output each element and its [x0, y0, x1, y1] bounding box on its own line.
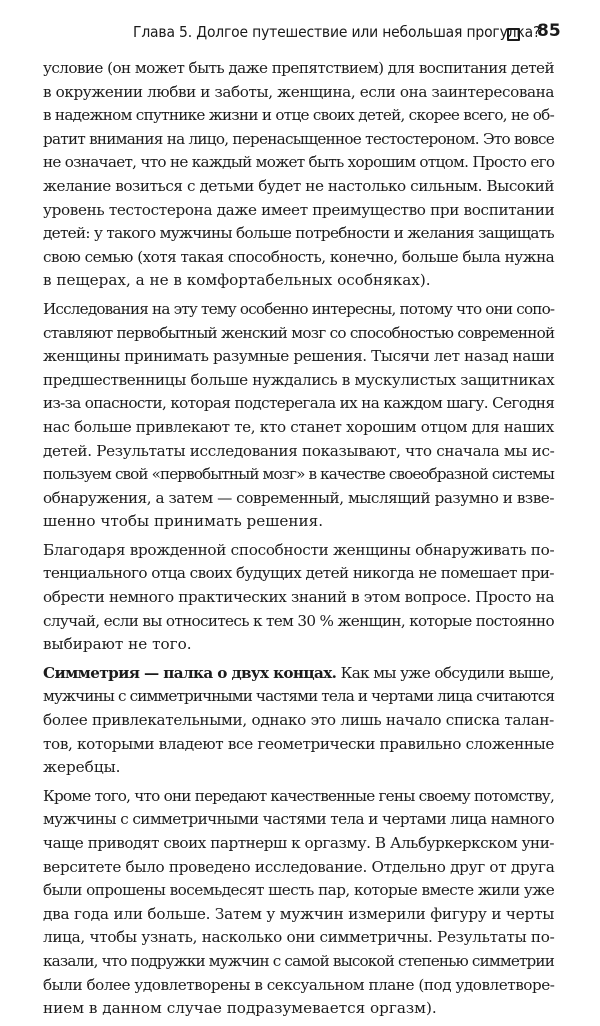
- text-line: женщины принимать разумные решения. Тысячи лет назад наши: [43, 347, 555, 366]
- page-body: [43, 57, 554, 1026]
- text-line: не означает, что не каждый может быть хорошим отцом. Просто его: [43, 153, 555, 172]
- text-line: нас больше привлекают те, кто станет хорошим отцом для наших: [43, 417, 554, 436]
- text-line: в надежном спутнике жизни и отце своих детей, скорее всего, не об-: [43, 106, 554, 125]
- text-line: тенциального отца своих будущих детей никогда не помешает при-: [43, 564, 554, 583]
- text-line: уровень тестостерона даже имеет преимущество при воспитании: [43, 200, 555, 219]
- paragraph-2: [43, 298, 554, 534]
- text-line: казали, что подружки мужчин с самой высокой степенью симметрии: [43, 951, 554, 970]
- chapter-title: Глава 5. Долгое путешествие или небольшая прогулка?: [133, 23, 541, 41]
- text-line: были более удовлетворены в сексуальном плане (под удовлетворе-: [43, 975, 555, 994]
- text-line: Кроме того, что они передают качественные гены своему потомству,: [43, 786, 554, 805]
- text-line: ратит внимания на лицо, перенасыщенное тестостероном. Это вовсе: [43, 129, 554, 148]
- text-line: нием в данном случае подразумевается оргазм).: [43, 999, 437, 1018]
- paragraph-5: [43, 785, 554, 1021]
- text-line: лица, чтобы узнать, насколько они симметричны. Результаты по-: [43, 928, 555, 947]
- text-line: обнаружения, а затем — современный, мыслящий разумно и взве-: [43, 488, 554, 507]
- text-line: свою семью (хотя такая способность, конечно, больше была нужна: [43, 247, 555, 266]
- text-line: детей. Результаты исследования показывают, что сначала мы ис-: [43, 441, 555, 460]
- text-line: детей: у такого мужчины больше потребности и желания защищать: [43, 224, 554, 243]
- text-line: мужчины с симметричными частями тела и чертами лица считаются: [43, 687, 555, 706]
- text-line: тов, которыми владеют все геометрически правильно сложенные: [43, 734, 554, 753]
- text-line: обрести немного практических знаний в этом вопросе. Просто на: [43, 588, 555, 607]
- text-line: случай, если вы относитесь к тем 30 % женщин, которые постоянно: [43, 611, 554, 630]
- text-line: в окружении любви и заботы, женщина, если она заинтересована: [43, 82, 554, 101]
- paragraph-4: [43, 662, 554, 780]
- paragraph-1: [43, 57, 554, 293]
- text-line: из-за опасности, которая подстерегала их на каждом шагу. Сегодня: [43, 394, 555, 413]
- text-line: мужчины с симметричными частями тела и чертами лица намного: [43, 810, 554, 829]
- text-line: верситете было проведено исследование. Отдельно друг от друга: [43, 857, 555, 876]
- text-line: были опрошены восемьдесят шесть пар, которые вместе жили уже: [43, 881, 555, 900]
- text-line: желание возиться с детьми будет не настолько сильным. Высокий: [43, 176, 554, 195]
- text-line: Благодаря врожденной способности женщины обнаруживать по-: [43, 540, 555, 559]
- text-line: два года или больше. Затем у мужчин измерили фигуру и черты: [43, 904, 555, 923]
- text-fragment: Как мы уже обсудили выше,: [336, 663, 555, 682]
- text-line: жеребцы.: [43, 758, 121, 777]
- text-line: пользуем свой «первобытный мозг» в качестве своеобразной системы: [43, 465, 554, 484]
- text-line: более привлекательными, однако это лишь начало списка талан-: [43, 711, 554, 730]
- text-line: чаще приводят своих партнерш к оргазму. В Альбуркеркском уни-: [43, 834, 554, 852]
- text-line: выбирают не того.: [43, 635, 192, 654]
- text-line: Исследования на эту тему особенно интересны, потому что они сопо-: [43, 299, 555, 318]
- text-line: условие (он может быть даже препятствием) для воспитания детей: [43, 59, 554, 77]
- text-line: в пещерах, а не в комфортабельных особняках).: [43, 271, 431, 290]
- text-line: ставляют первобытный женский мозг со способностью современной: [43, 323, 555, 342]
- paragraph-3: [43, 539, 554, 657]
- square-bullet-icon: [507, 28, 520, 41]
- bold-lead-in: Симметрия — палка о двух концах.: [43, 663, 337, 682]
- text-line-with-lead: [43, 662, 554, 686]
- page-number: 85: [537, 21, 561, 41]
- running-header: [0, 20, 600, 50]
- text-line: шенно чтобы принимать решения.: [43, 512, 324, 531]
- text-line: предшественницы больше нуждались в мускулистых защитниках: [43, 370, 555, 389]
